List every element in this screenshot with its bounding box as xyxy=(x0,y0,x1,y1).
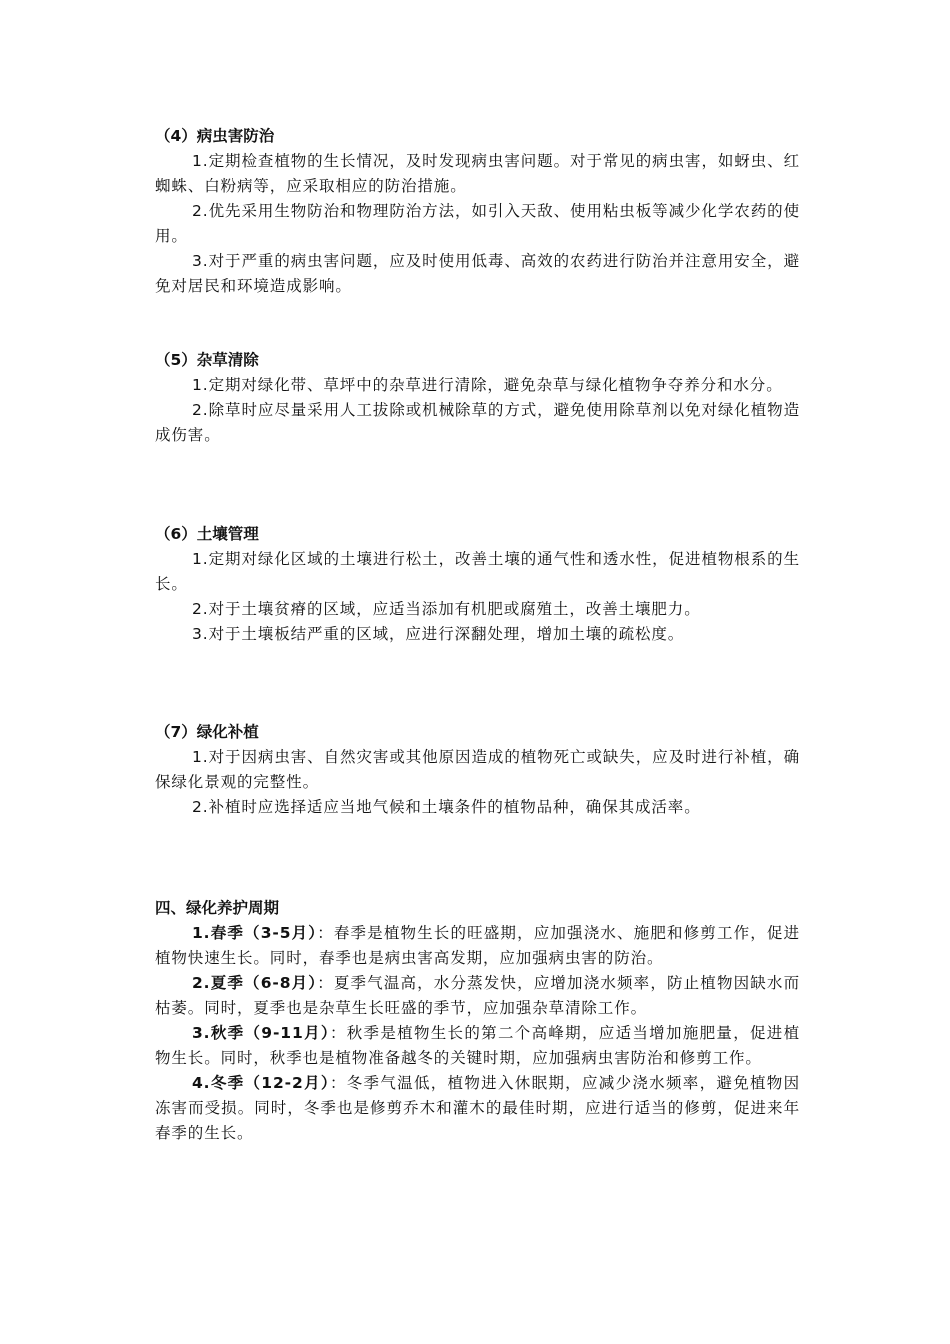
section-pest-control xyxy=(155,124,800,299)
section-heading: 四、绿化养护周期 xyxy=(155,899,280,917)
paragraph: 1.定期检查植物的生长情况，及时发现病虫害问题。对于常见的病虫害，如蚜虫、红蜘蛛、白粉病等，应采取相应的防治措施。 xyxy=(155,152,800,195)
paragraph: 1.定期对绿化带、草坪中的杂草进行清除，避免杂草与绿化植物争夺养分和水分。 xyxy=(192,376,783,394)
season-text: ：夏季气温高，水分蒸发快，应增加浇水频率，防止植物因缺水而枯萎。同时，夏季也是杂草生长旺盛的季节，应加强杂草清除工作。 xyxy=(155,974,800,1017)
season-paragraph xyxy=(155,1071,800,1146)
paragraph: 2.对于土壤贫瘠的区域，应适当添加有机肥或腐殖土，改善土壤肥力。 xyxy=(192,600,701,618)
season-paragraph xyxy=(155,921,800,971)
section-soil-management xyxy=(155,522,800,647)
section-heading: （6）土壤管理 xyxy=(155,525,259,543)
paragraph: 3.对于土壤板结严重的区域，应进行深翻处理，增加土壤的疏松度。 xyxy=(192,625,685,643)
paragraph: 2.补植时应选择适应当地气候和土壤条件的植物品种，确保其成活率。 xyxy=(192,798,701,816)
section-weed-removal xyxy=(155,348,800,448)
paragraph: 1.对于因病虫害、自然灾害或其他原因造成的植物死亡或缺失，应及时进行补植，确保绿化景观的完整性。 xyxy=(155,748,800,791)
season-label: 1.春季（3-5月） xyxy=(192,924,318,942)
paragraph: 3.对于严重的病虫害问题，应及时使用低毒、高效的农药进行防治并注意用安全，避免对居民和环境造成影响。 xyxy=(155,252,800,295)
section-replanting xyxy=(155,720,800,820)
section-maintenance-cycle xyxy=(155,896,800,1146)
section-heading: （5）杂草清除 xyxy=(155,351,259,369)
section-heading: （7）绿化补植 xyxy=(155,723,259,741)
season-text: ：秋季是植物生长的第二个高峰期，应适当增加施肥量，促进植物生长。同时，秋季也是植物准备越冬的关键时期，应加强病虫害防治和修剪工作。 xyxy=(155,1024,800,1067)
paragraph: 2.优先采用生物防治和物理防治方法，如引入天敌、使用粘虫板等减少化学农药的使用。 xyxy=(155,202,800,245)
paragraph: 1.定期对绿化区域的土壤进行松土，改善土壤的通气性和透水性，促进植物根系的生长。 xyxy=(155,550,800,593)
season-paragraph xyxy=(155,1021,800,1071)
season-text: ：春季是植物生长的旺盛期，应加强浇水、施肥和修剪工作，促进植物快速生长。同时，春季也是病虫害高发期，应加强病虫害的防治。 xyxy=(155,924,800,967)
section-heading: （4）病虫害防治 xyxy=(155,127,275,145)
paragraph: 2.除草时应尽量采用人工拔除或机械除草的方式，避免使用除草剂以免对绿化植物造成伤害。 xyxy=(155,401,800,444)
season-paragraph xyxy=(155,971,800,1021)
season-label: 2.夏季（6-8月） xyxy=(192,974,318,992)
season-text: ：冬季气温低，植物进入休眠期，应减少浇水频率，避免植物因冻害而受损。同时，冬季也是修剪乔木和灌木的最佳时期，应进行适当的修剪，促进来年春季的生长。 xyxy=(155,1074,800,1142)
season-label: 4.冬季（12-2月） xyxy=(192,1074,330,1092)
season-label: 3.秋季（9-11月） xyxy=(192,1024,330,1042)
